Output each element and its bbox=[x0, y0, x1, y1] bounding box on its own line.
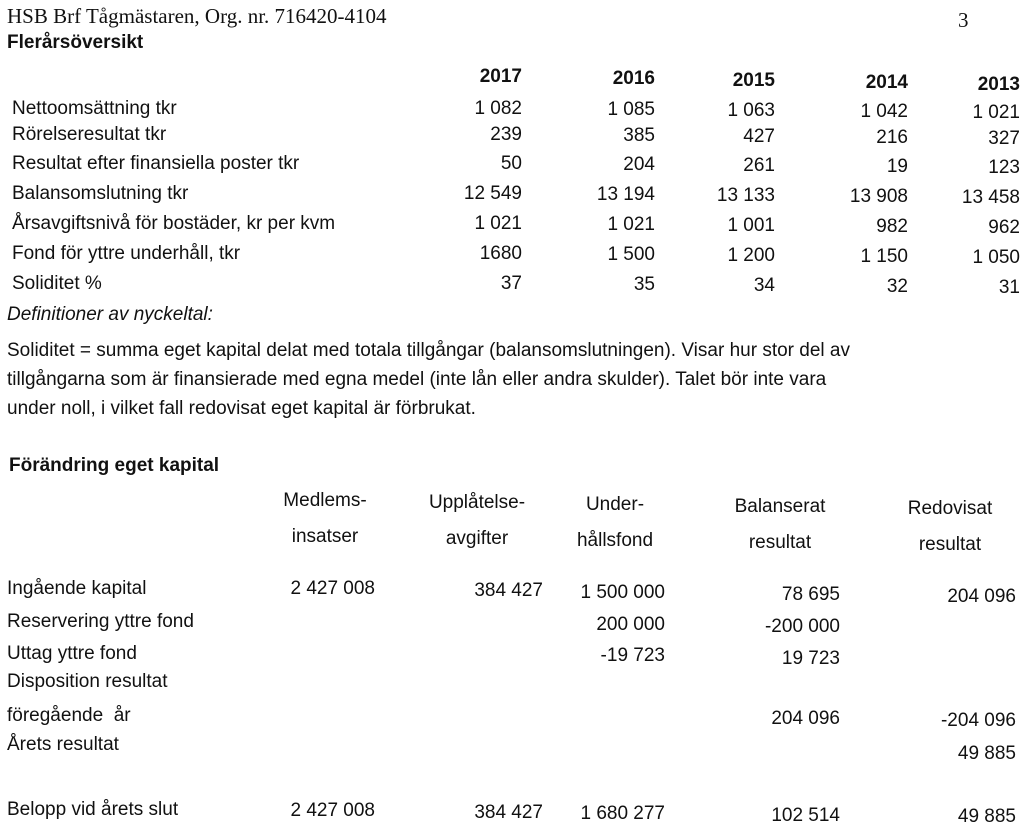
definition-line: Soliditet = summa eget kapital delat med totala tillgångar (balansomslutningen). Visar hur stor del av bbox=[7, 340, 850, 361]
column-header: Under- bbox=[585, 494, 645, 515]
cell: 1 042 bbox=[860, 101, 908, 122]
cell: -204 096 bbox=[940, 710, 1016, 731]
definitions-title: Definitioner av nyckeltal: bbox=[7, 304, 213, 325]
row-label: Årets resultat bbox=[7, 734, 119, 755]
row-label: Årsavgiftsnivå för bostäder, kr per kvm bbox=[12, 213, 336, 234]
cell: 13 194 bbox=[596, 184, 655, 205]
cell: 19 723 bbox=[781, 648, 840, 669]
cell: 1 021 bbox=[474, 213, 522, 234]
row-label: Ingående kapital bbox=[7, 578, 147, 599]
row-label: Belopp vid årets slut bbox=[7, 799, 179, 820]
cell: 12 549 bbox=[463, 183, 522, 204]
cell: 2 427 008 bbox=[290, 578, 375, 599]
cell: 13 458 bbox=[961, 187, 1020, 208]
document-header: HSB Brf Tågmästaren, Org. nr. 716420-4104 bbox=[7, 4, 387, 28]
cell: 32 bbox=[886, 276, 908, 297]
cell: 1 001 bbox=[727, 215, 775, 236]
row-label: Balansomslutning tkr bbox=[12, 183, 189, 204]
cell: 1680 bbox=[479, 243, 522, 264]
cell: 50 bbox=[500, 153, 522, 174]
cell: 239 bbox=[490, 124, 522, 145]
cell: 1 021 bbox=[607, 214, 655, 235]
cell: 31 bbox=[998, 277, 1020, 298]
column-header: avgifter bbox=[445, 528, 509, 549]
cell: 204 096 bbox=[771, 708, 840, 729]
cell: 1 680 277 bbox=[580, 803, 665, 824]
cell: 1 150 bbox=[860, 246, 908, 267]
cell: 102 514 bbox=[771, 805, 840, 826]
cell: 37 bbox=[500, 273, 522, 294]
cell: 1 085 bbox=[607, 99, 655, 120]
year-2013: 2013 bbox=[977, 74, 1020, 95]
cell: 384 427 bbox=[474, 802, 543, 823]
row-label: Fond för yttre underhåll, tkr bbox=[12, 243, 241, 264]
cell: 204 bbox=[623, 154, 655, 175]
row-label: Reservering yttre fond bbox=[7, 611, 194, 632]
cell: 261 bbox=[743, 155, 775, 176]
cell: 35 bbox=[633, 274, 655, 295]
cell: 19 bbox=[886, 156, 908, 177]
row-label: Soliditet % bbox=[12, 273, 102, 294]
page-number: 3 bbox=[958, 8, 969, 32]
cell: 1 063 bbox=[727, 100, 775, 121]
column-header: insatser bbox=[291, 526, 359, 547]
year-2015: 2015 bbox=[732, 70, 775, 91]
cell: 49 885 bbox=[957, 806, 1016, 827]
section-title-equity: Förändring eget kapital bbox=[9, 455, 220, 476]
column-header: Medlems- bbox=[283, 490, 367, 511]
cell: 427 bbox=[743, 126, 775, 147]
cell: 1 500 000 bbox=[580, 582, 665, 603]
cell: 200 000 bbox=[596, 614, 665, 635]
year-2017: 2017 bbox=[479, 66, 522, 87]
cell: -200 000 bbox=[764, 616, 840, 637]
cell: 982 bbox=[876, 216, 908, 237]
row-label: Nettoomsättning tkr bbox=[12, 98, 177, 119]
row-label: Resultat efter finansiella poster tkr bbox=[12, 153, 300, 174]
section-title-overview: Flerårsöversikt bbox=[7, 32, 144, 53]
cell: 78 695 bbox=[781, 584, 840, 605]
cell: 49 885 bbox=[957, 743, 1016, 764]
cell: 34 bbox=[753, 275, 775, 296]
column-header: hållsfond bbox=[576, 530, 654, 551]
cell: 384 427 bbox=[474, 580, 543, 601]
row-label: Uttag yttre fond bbox=[7, 643, 137, 664]
year-2014: 2014 bbox=[865, 72, 908, 93]
column-header: Upplåtelse- bbox=[428, 492, 526, 513]
cell: 216 bbox=[876, 127, 908, 148]
cell: 1 082 bbox=[474, 98, 522, 119]
cell: 1 050 bbox=[972, 247, 1020, 268]
cell: 1 021 bbox=[972, 102, 1020, 123]
cell: 327 bbox=[988, 128, 1020, 149]
row-label: Disposition resultat bbox=[7, 671, 168, 692]
column-header: resultat bbox=[748, 532, 812, 553]
column-header: Balanserat bbox=[734, 496, 826, 517]
cell: 1 500 bbox=[607, 244, 655, 265]
cell: 962 bbox=[988, 217, 1020, 238]
cell: 2 427 008 bbox=[290, 800, 375, 821]
cell: 1 200 bbox=[727, 245, 775, 266]
definition-line: under noll, i vilket fall redovisat eget kapital är förbrukat. bbox=[7, 398, 476, 419]
cell: 385 bbox=[623, 125, 655, 146]
cell: -19 723 bbox=[600, 645, 665, 666]
cell: 123 bbox=[988, 157, 1020, 178]
cell: 204 096 bbox=[947, 586, 1016, 607]
column-header: Redovisat bbox=[907, 498, 993, 519]
definition-line: tillgångarna som är finansierade med egna medel (inte lån eller andra skulder). Talet bör inte vara bbox=[7, 369, 827, 390]
cell: 13 133 bbox=[716, 185, 775, 206]
row-label: föregående år bbox=[7, 705, 131, 726]
year-2016: 2016 bbox=[612, 68, 655, 89]
column-header: resultat bbox=[918, 534, 982, 555]
cell: 13 908 bbox=[849, 186, 908, 207]
row-label: Rörelseresultat tkr bbox=[12, 124, 167, 145]
